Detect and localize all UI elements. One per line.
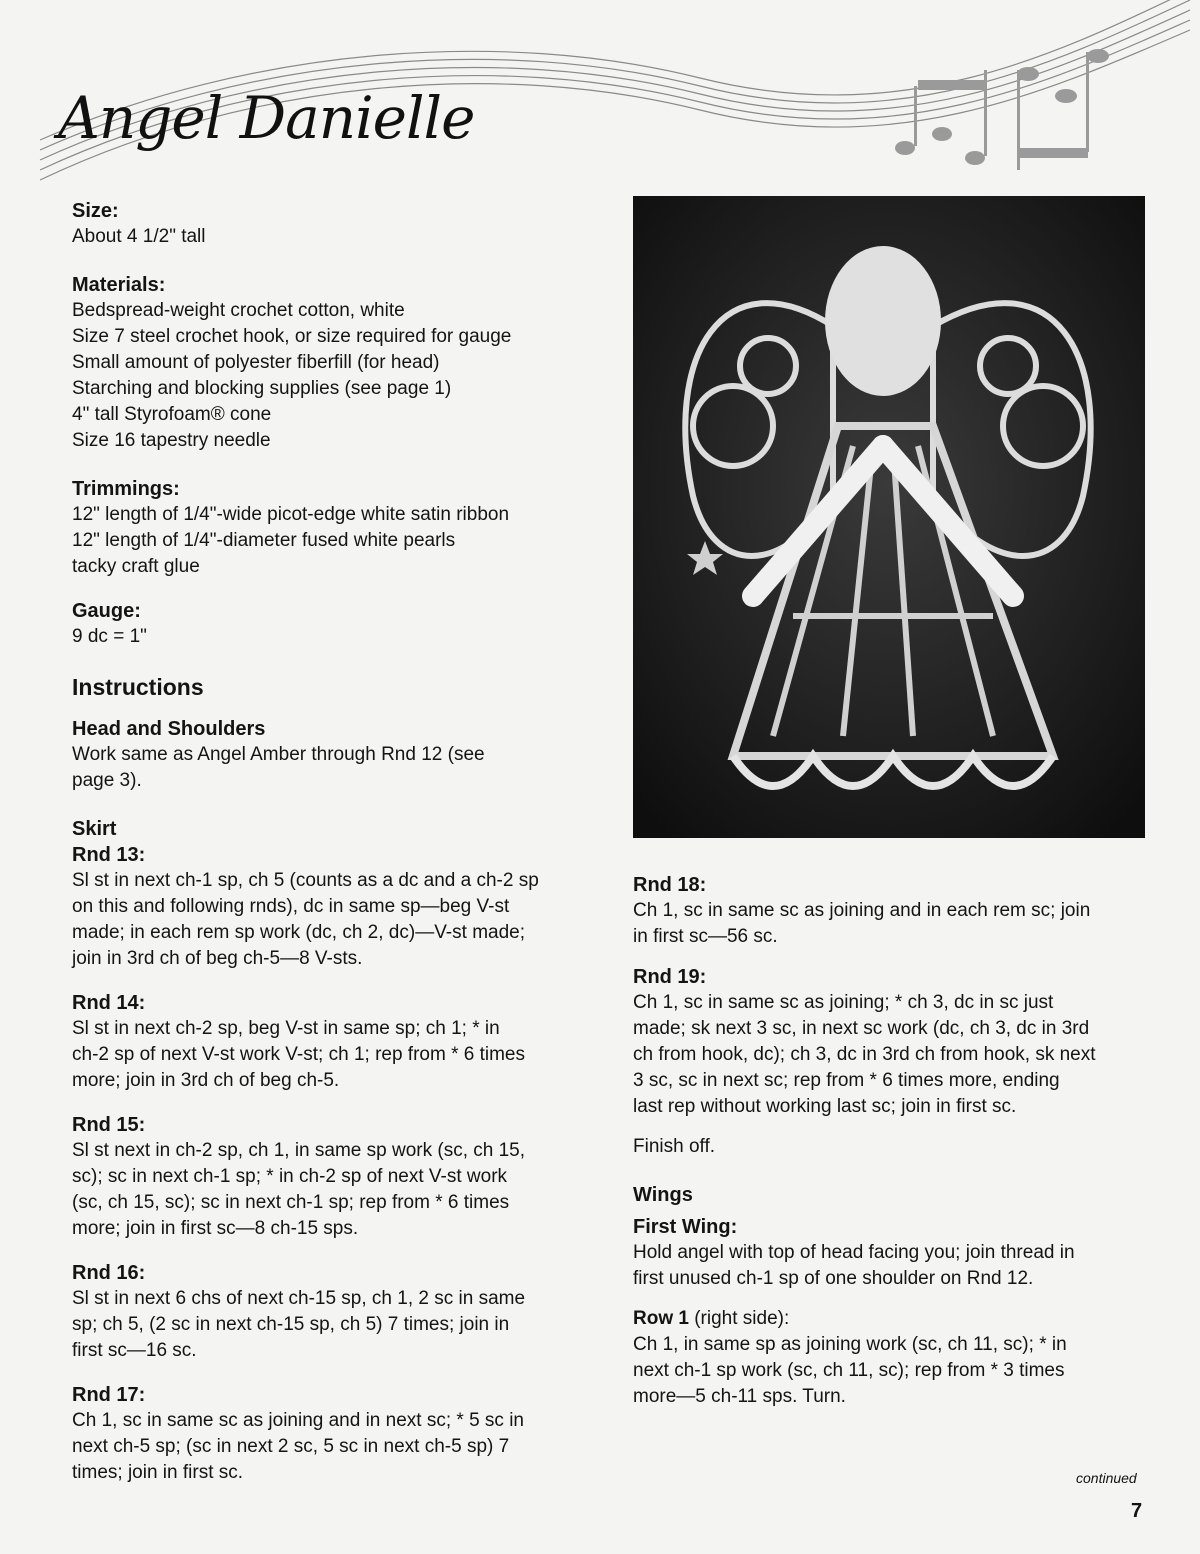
row1-line: Ch 1, in same sp as joining work (sc, ch 11, sc); * in	[633, 1334, 1067, 1355]
skirt-heading: Skirt	[72, 818, 117, 840]
rnd13-line: Sl st in next ch-1 sp, ch 5 (counts as a dc and a ch-2 sp	[72, 870, 539, 891]
materials-heading: Materials:	[72, 274, 166, 296]
rnd15-line: more; join in first sc—8 ch-15 sps.	[72, 1218, 359, 1239]
row1-heading-line	[633, 1306, 1153, 1332]
rnd18-line: Ch 1, sc in same sc as joining and in each rem sc; join	[633, 900, 1091, 921]
materials-item: Size 16 tapestry needle	[72, 430, 271, 451]
rnd13-line: made; in each rem sp work (dc, ch 2, dc)—V-st made;	[72, 922, 526, 943]
trimmings-heading: Trimmings:	[72, 478, 180, 500]
row1-heading: Row 1	[633, 1308, 689, 1329]
rnd14-line: ch-2 sp of next V-st work V-st; ch 1; rep from * 6 times	[72, 1044, 525, 1065]
rnd16-line: sp; ch 5, (2 sc in next ch-15 sp, ch 5) 7 times; join in	[72, 1314, 510, 1335]
row1-line: more—5 ch-11 sps. Turn.	[633, 1386, 846, 1407]
rnd17-line: times; join in first sc.	[72, 1462, 244, 1483]
materials-item: 4" tall Styrofoam® cone	[72, 404, 272, 425]
head-shoulders-line: page 3).	[72, 770, 142, 791]
first-wing-heading: First Wing:	[633, 1216, 738, 1238]
rnd17-line: Ch 1, sc in same sc as joining and in next sc; * 5 sc in	[72, 1410, 524, 1431]
trimmings-item: 12" length of 1/4"-diameter fused white pearls	[72, 530, 456, 551]
left-column	[72, 198, 602, 1486]
right-column	[633, 872, 1153, 1410]
materials-item: Starching and blocking supplies (see page 1)	[72, 378, 452, 399]
wings-heading: Wings	[633, 1184, 693, 1206]
first-wing-line: Hold angel with top of head facing you; join thread in	[633, 1242, 1075, 1263]
rnd16-line: first sc—16 sc.	[72, 1340, 197, 1361]
size-heading: Size:	[72, 200, 119, 222]
rnd15-line: sc); sc in next ch-1 sp; * in ch-2 sp of next V-st work	[72, 1166, 508, 1187]
materials-item: Size 7 steel crochet hook, or size required for gauge	[72, 326, 512, 347]
head-shoulders-line: Work same as Angel Amber through Rnd 12 (see	[72, 744, 485, 765]
rnd18-line: in first sc—56 sc.	[633, 926, 778, 947]
rnd18-heading: Rnd 18:	[633, 874, 707, 896]
rnd14-heading: Rnd 14:	[72, 992, 146, 1014]
page-number: 7	[1131, 1500, 1143, 1522]
row1-line: next ch-1 sp work (sc, ch 11, sc); rep from * 3 times	[633, 1360, 1065, 1381]
rnd19-line: ch from hook, dc); ch 3, dc in 3rd ch from hook, sk next	[633, 1044, 1096, 1065]
rnd14-line: Sl st in next ch-2 sp, beg V-st in same sp; ch 1; * in	[72, 1018, 500, 1039]
instructions-heading: Instructions	[72, 674, 204, 700]
size-text: About 4 1/2" tall	[72, 226, 206, 247]
rnd19-line: 3 sc, sc in next sc; rep from * 6 times more, ending	[633, 1070, 1060, 1091]
gauge-text: 9 dc = 1"	[72, 626, 147, 647]
crocheted-angel-photo	[633, 196, 1145, 838]
rnd15-line: Sl st next in ch-2 sp, ch 1, in same sp work (sc, ch 15,	[72, 1140, 526, 1161]
rnd15-heading: Rnd 15:	[72, 1114, 146, 1136]
music-notes-icon	[895, 49, 1109, 170]
trimmings-item: 12" length of 1/4"-wide picot-edge white satin ribbon	[72, 504, 510, 525]
continued-label: continued	[1076, 1470, 1137, 1486]
rnd19-heading: Rnd 19:	[633, 966, 707, 988]
rnd14-line: more; join in 3rd ch of beg ch-5.	[72, 1070, 340, 1091]
rnd19-line: last rep without working last sc; join in first sc.	[633, 1096, 1017, 1117]
rnd13-line: join in 3rd ch of beg ch-5—8 V-sts.	[72, 948, 363, 969]
trimmings-item: tacky craft glue	[72, 556, 200, 577]
materials-item: Bedspread-weight crochet cotton, white	[72, 300, 405, 321]
rnd17-line: next ch-5 sp; (sc in next 2 sc, 5 sc in next ch-5 sp) 7	[72, 1436, 510, 1457]
gauge-heading: Gauge:	[72, 600, 141, 622]
rnd13-heading: Rnd 13:	[72, 844, 146, 866]
head-shoulders-heading: Head and Shoulders	[72, 718, 266, 740]
rnd19-line: Ch 1, sc in same sc as joining; * ch 3, dc in sc just	[633, 992, 1054, 1013]
materials-item: Small amount of polyester fiberfill (for head)	[72, 352, 440, 373]
row1-note: (right side):	[688, 1308, 790, 1329]
page-title: Angel Danielle	[58, 84, 475, 152]
rnd17-heading: Rnd 17:	[72, 1384, 146, 1406]
rnd16-heading: Rnd 16:	[72, 1262, 146, 1284]
finish-text: Finish off.	[633, 1136, 716, 1157]
first-wing-line: first unused ch-1 sp of one shoulder on Rnd 12.	[633, 1268, 1034, 1289]
rnd13-line: on this and following rnds), dc in same sp—beg V-st	[72, 896, 510, 917]
rnd19-line: made; sk next 3 sc, in next sc work (dc, ch 3, dc in 3rd	[633, 1018, 1090, 1039]
rnd15-line: (sc, ch 15, sc); sc in next ch-1 sp; rep from * 6 times	[72, 1192, 510, 1213]
rnd16-line: Sl st in next 6 chs of next ch-15 sp, ch 1, 2 sc in same	[72, 1288, 526, 1309]
